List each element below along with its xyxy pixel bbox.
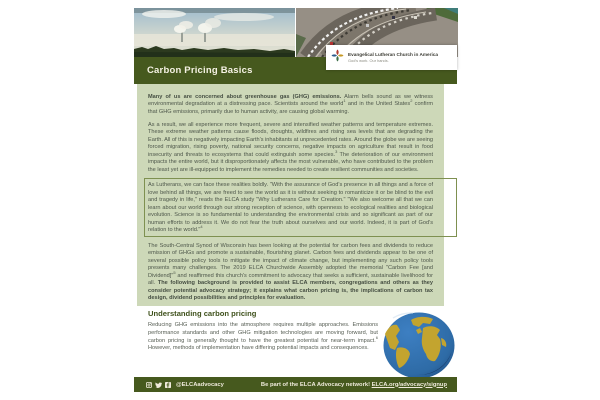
footnote-ref-1: 1: [343, 98, 346, 104]
footnote-ref-5: 5: [173, 269, 176, 275]
cta-text: Be part of the ELCA Advocacy network!: [260, 381, 372, 388]
globe-illustration: [383, 312, 455, 384]
signup-link[interactable]: ELCA.org/advocacy/signup: [371, 381, 447, 388]
page-title: Carbon Pricing Basics: [147, 65, 253, 76]
footnote-ref-3: 3: [335, 149, 338, 155]
intro-content: [137, 84, 444, 306]
org-tagline: God's work. Our hands.: [348, 58, 389, 64]
intro-paragraph-1: [148, 94, 433, 116]
elca-emblem-icon: [331, 49, 344, 67]
footnote-ref-6: 6: [375, 334, 378, 340]
intro-paragraph-3: [148, 182, 433, 234]
flyer-page: [134, 8, 457, 392]
text-segment: However, methods of implementation have differing potential impacts and consequences.: [148, 345, 369, 352]
text-segment: confirm that GHG emissions, primarily due to human activity, are causing global warming.: [148, 101, 433, 115]
section-heading: Understanding carbon pricing: [148, 309, 257, 318]
elca-logo-box: [326, 45, 457, 70]
text-segment: Reducing GHG emissions into the atmosphere requires multiple approaches. Emissions performance standards and other GHG mitigation technologies are moving forward, but carbon pricing is generally thought to have the greatest potential for near-term impact.: [148, 322, 378, 344]
text-segment: Alarm bells sound as we witness environmental degradation at a distressing pace. Scientists around the world: [148, 94, 433, 108]
logo-text: [348, 52, 438, 64]
footnote-ref-4: 4: [200, 224, 203, 230]
org-name: Evangelical Lutheran Church in America: [348, 51, 438, 57]
smokestacks-photo: [134, 8, 296, 57]
footer-cta: [261, 382, 447, 388]
understanding-paragraph: [148, 322, 378, 353]
text-segment: As Lutherans, we can face these realities boldly. "With the assurance of God's presence in all things and a force of love behind all things, we are freed to see the world as it is without seeking to romanticize it or be blind to the evil and tragedy in life," reads the ELCA study "Why Lutherans Care for Creation." "We also welcome all that we can learn about our world through our strong reception of science, with openness to ecological realities and biological evolution. Science is so fundamental to understanding the environmental crisis and so significant as part of our human efforts to address it. We do not fear the truth about ourselves and our world. Indeed, it is part of God's relation to the world.": [148, 182, 433, 234]
text-segment: The following background is provided to assist ELCA members, congregations and others as they consider potential advocacy strategy; it explains what carbon pricing is, the implications of carbon tax design, dividend possibilities and principles for evaluation.: [148, 280, 433, 302]
text-segment: The South-Central Synod of Wisconsin has been looking at the potential for carbon fees and dividends to reduce emission of GHGs and promote a sustainable, flourishing planet. Carbon fees and dividends appear to be one of several possible policy tools to mitigate the impact of climate change, but implementing any such policy tools presents many challenges. The 2019 ELCA Churchwide Assembly adopted the memorial "Carbon Fee [and Dividend]": [148, 242, 433, 279]
intro-paragraph-4: [148, 243, 433, 303]
text-segment: The deterioration of our environment impacts the entire world, but it disproportionately affects the most vulnerable, who have contributed to the problem the least yet are ill-equipped to implement the remedies needed to create resilient communities and societies.: [148, 151, 433, 173]
footer-social: [146, 382, 224, 388]
footnote-ref-2: 2: [410, 98, 413, 104]
text-segment: Many of us are concerned about greenhouse gas (GHG) emissions.: [148, 94, 342, 100]
text-segment: and reaffirmed this church's commitment to advocacy that seeks a sufficient, sustainable livelihood for all.: [148, 272, 433, 287]
lutheran-quote-box: [148, 182, 433, 234]
social-handle: @ELCAadvocacy: [176, 381, 224, 388]
facebook-icon[interactable]: [165, 382, 171, 388]
text-segment: As a result, we all experience more frequent, severe and intensified weather patterns and temperature extremes. These extreme weather patterns cause floods, droughts, wildfires and rising sea levels that are degrading the Earth. All of this is negatively impacting Earth's inhabitants at unprecedented rates. Around the globe we are seeing forced migration, rising poverty, national security concerns, negative impacts on agriculture that result in food insecurity and threats to ecosystems that could extinguish some species.: [148, 121, 433, 158]
text-segment: and in the United States: [345, 101, 411, 108]
twitter-icon[interactable]: [155, 382, 162, 388]
footer-bar: [134, 377, 457, 392]
instagram-icon[interactable]: [146, 382, 152, 388]
intro-paragraph-2: [148, 122, 433, 174]
